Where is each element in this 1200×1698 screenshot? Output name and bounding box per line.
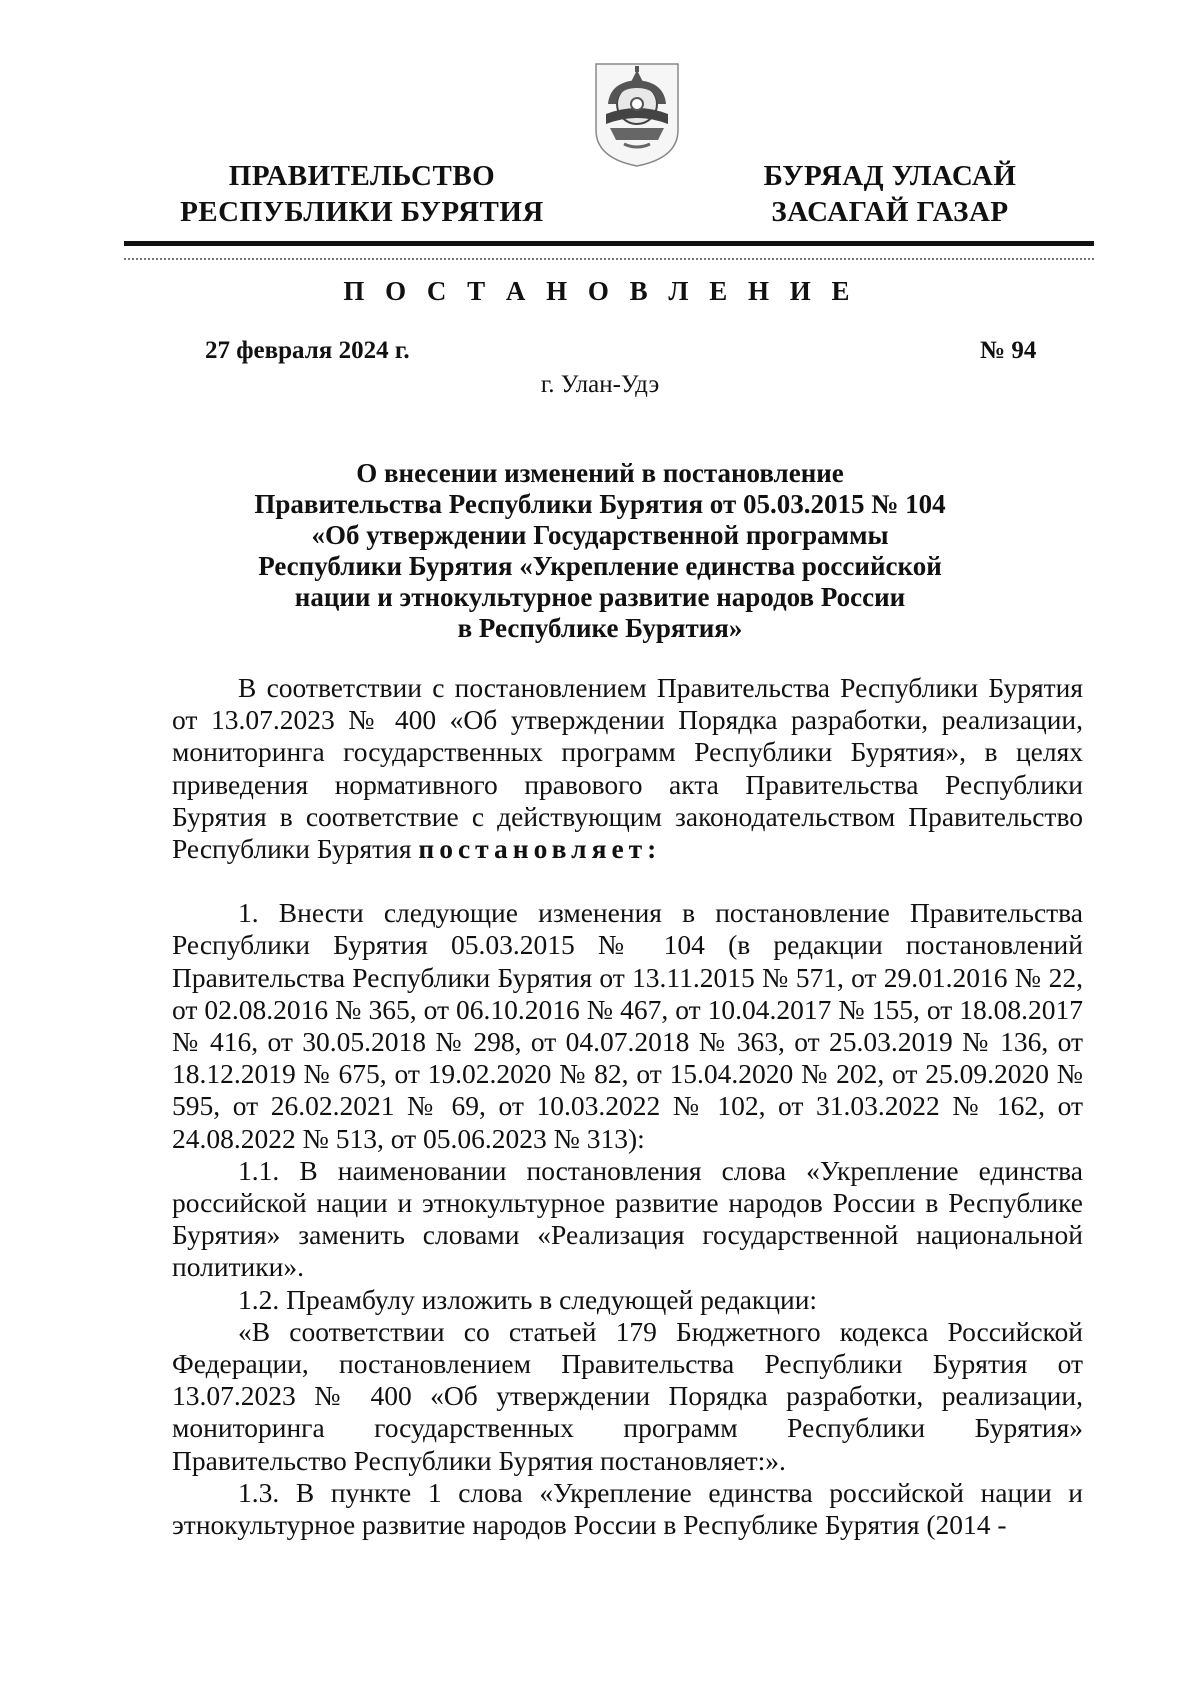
title-line: О внесении изменений в постановление — [356, 458, 844, 488]
document-number: № 94 — [980, 337, 1037, 364]
preamble-text: В соответствии с постановлением Правительства Республики Бурятия от 13.07.2023 № 400 «Об утверждении Порядка разработки, реализации, мониторинга государственных программ Республики Бурятия», в целях приведения нормативного правового акта Правительства Республики Бурятия в соответствие с действующим законодательством Правительство Республики Бурятия — [172, 672, 1083, 865]
document-city: г. Улан-Удэ — [540, 371, 660, 398]
preamble-paragraph — [172, 672, 1083, 865]
paragraph-1-2-quote: «В соответствии со статьей 179 Бюджетного кодекса Российской Федерации, постановлением Правительства Республики Бурятия от 13.07.2023 № 400 «Об утверждении Порядка разработки, реализации, мониторинга государственных программ Республики Бурятия» Правительство Республики Бурятия постановляет:». — [172, 1315, 1083, 1476]
paragraph-1: 1. Внести следующие изменения в постановление Правительства Республики Бурятия 05.03.2015 № 104 (в редакции постановлений Правительства Республики Бурятия от 13.11.2015 № 571, от 29.01.2016 № 22, от 02.08.2016 № 365, от 06.10.2016 № 467, от 10.04.2017 № 155, от 18.08.2017 № 416, от 30.05.2018 № 298, от 04.07.2018 № 363, от 25.03.2019 № 136, от 18.12.2019 № 675, от 19.02.2020 № 82, от 15.04.2020 № 202, от 25.09.2020 № 595, от 26.02.2021 № 69, от 10.03.2022 № 102, от 31.03.2022 № 162, от 24.08.2022 № 513, от 05.06.2023 № 313): — [172, 897, 1083, 1154]
coat-of-arms-icon — [588, 58, 686, 170]
org-right-line1: БУРЯАД УЛАСАЙ — [763, 160, 1017, 192]
paragraph-1-2: 1.2. Преамбулу изложить в следующей редакции: — [238, 1283, 818, 1315]
org-left-line1: ПРАВИТЕЛЬСТВО — [228, 160, 496, 192]
government-name-buryat — [740, 158, 1040, 230]
document-title — [150, 458, 1050, 644]
title-line: нации и этнокультурное развитие народов России — [294, 582, 906, 612]
paragraph-1-1: 1.1. В наименовании постановления слова «Укрепление единства российской нации и этнокультурное развитие народов России в Республике Бурятия» заменить словами «Реализация государственной национальной политики». — [172, 1154, 1083, 1283]
title-line: «Об утверждении Государственной программы — [311, 520, 889, 550]
header-divider-thin — [124, 258, 1094, 260]
title-line: Республики Бурятия «Укрепление единства российской — [258, 551, 942, 581]
document-date: 27 февраля 2024 г. — [205, 337, 410, 364]
org-right-line2: ЗАСАГАЙ ГАЗАР — [771, 196, 1009, 228]
document-type: П О С Т А Н О В Л Е Н И Е — [343, 276, 857, 306]
government-name-russian — [172, 158, 552, 230]
org-left-line2: РЕСПУБЛИКИ БУРЯТИЯ — [180, 196, 544, 228]
document-body — [172, 672, 1083, 1541]
paragraph-1-3: 1.3. В пункте 1 слова «Укрепление единства российской нации и этнокультурное развитие народов России в Республике Бурятия (2014 - — [172, 1476, 1083, 1541]
title-line: Правительства Республики Бурятия от 05.03.2015 № 104 — [254, 489, 946, 519]
header-divider-thick — [124, 241, 1094, 246]
decree-word: постановляет: — [418, 833, 662, 865]
title-line: в Республике Бурятия» — [457, 613, 743, 643]
